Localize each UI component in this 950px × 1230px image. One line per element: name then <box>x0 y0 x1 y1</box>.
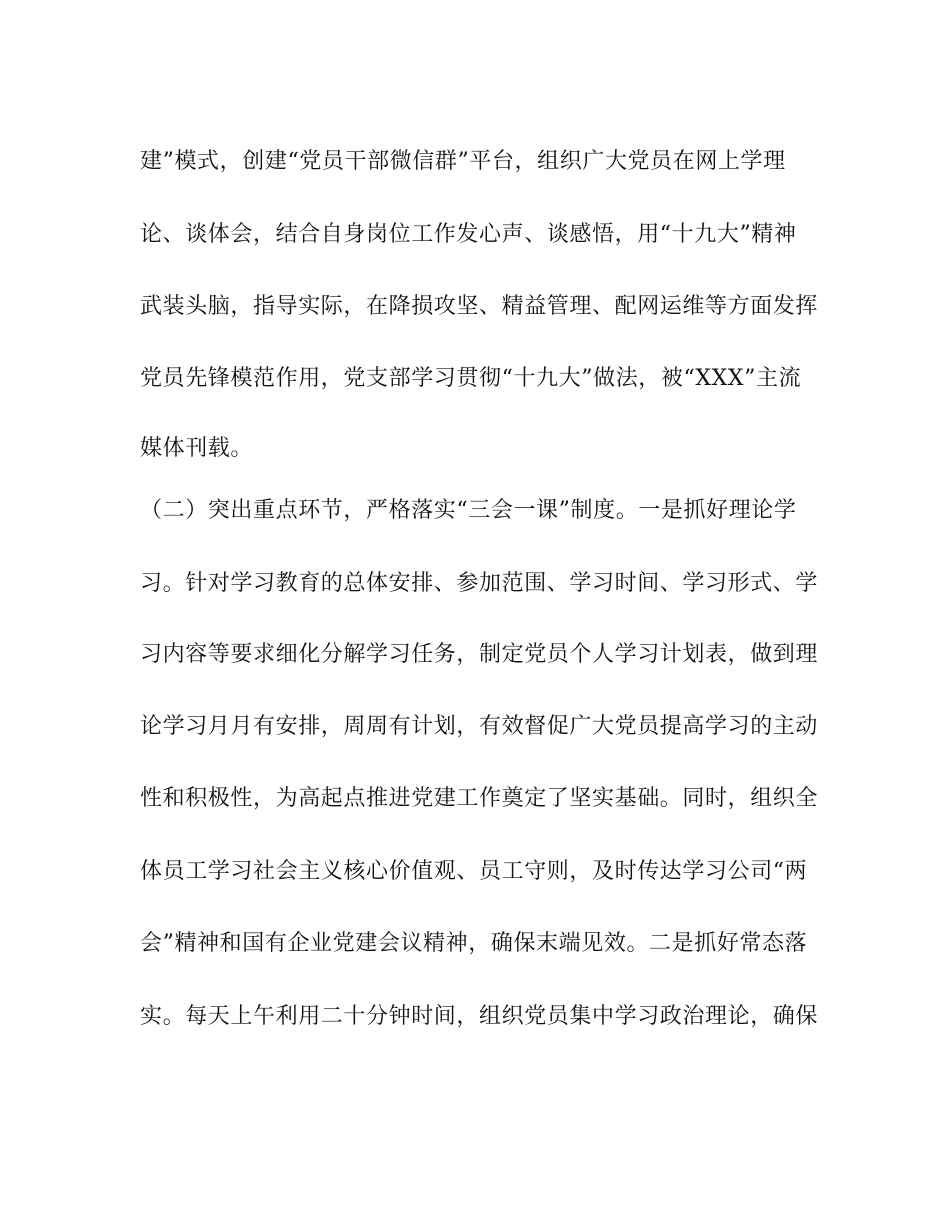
text-line: 媒体刊载。 <box>140 436 254 461</box>
text-line: 习。针对学习教育的总体安排、参加范围、学习时间、学习形式、学 <box>140 571 819 596</box>
text-line: 党员先锋模范作用，党支部学习贯彻“十九大”做法，被“XXX”主流 <box>140 366 802 391</box>
text-line: 论、谈体会，结合自身岗位工作发心声、谈感悟，用“十九大”精神 <box>140 222 797 247</box>
text-line: 实。每天上午利用二十分钟时间，组织党员集中学习政治理论，确保 <box>140 1004 819 1029</box>
text-line: 建”模式，创建“党员干部微信群”平台，组织广大党员在网上学理 <box>140 149 786 174</box>
text-line: 习内容等要求细化分解学习任务，制定党员个人学习计划表，做到理 <box>140 642 819 667</box>
text-line: 会”精神和国有企业党建会议精神，确保末端见效。二是抓好常态落 <box>140 931 808 956</box>
text-line: 论学习月月有安排，周周有计划，有效督促广大党员提高学习的主动 <box>140 714 819 739</box>
text-line: 武装头脑，指导实际，在降损攻坚、精益管理、配网运维等方面发挥 <box>140 294 819 319</box>
section-heading-line: （二）突出重点环节，严格落实“三会一课”制度。一是抓好理论学 <box>140 498 797 523</box>
text-line: 性和积极性，为高起点推进党建工作奠定了坚实基础。同时，组织全 <box>140 786 819 811</box>
text-line: 体员工学习社会主义核心价值观、员工守则，及时传达学习公司“两 <box>140 859 808 884</box>
